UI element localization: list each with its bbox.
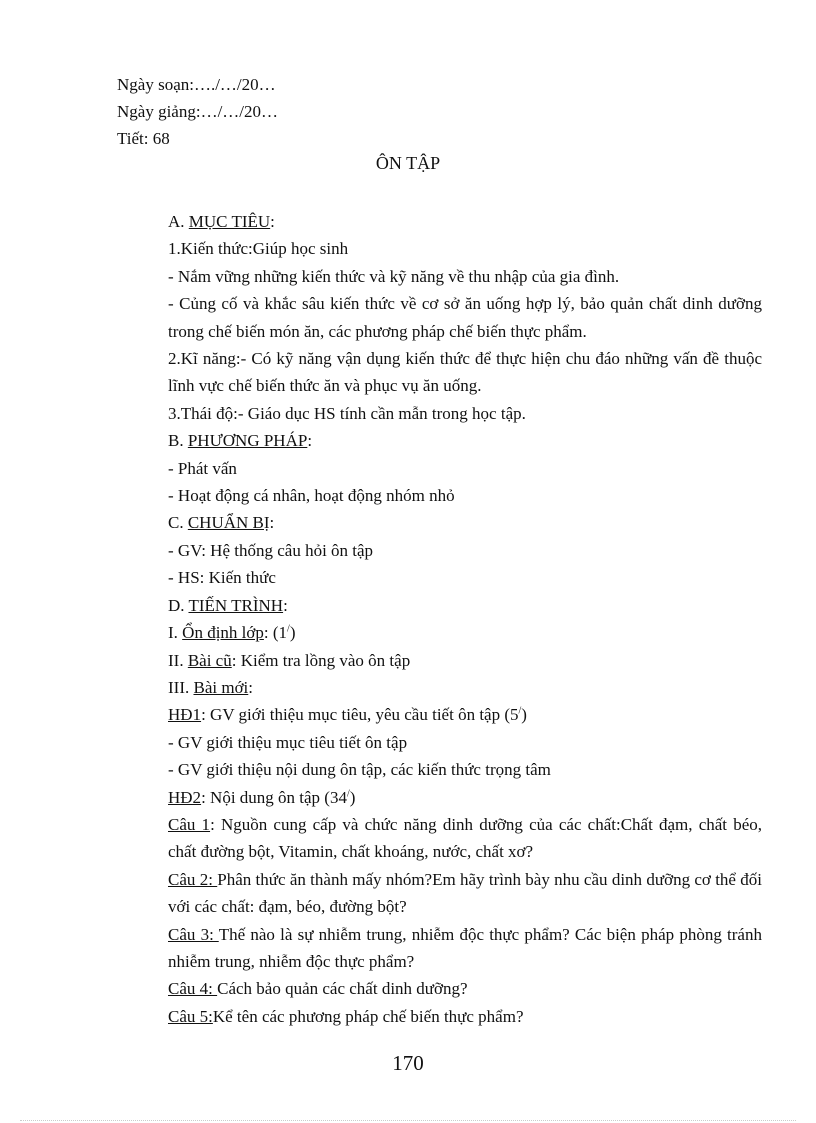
activity-1-heading: HĐ1: GV giới thiệu mục tiêu, yêu cầu tiết ôn tập (5/) <box>168 705 527 725</box>
section-b-heading: B. PHƯƠNG PHÁP: <box>168 431 313 451</box>
question-5: Câu 5:Kể tên các phương pháp chế biến thực phẩm? <box>168 1006 524 1026</box>
question-3: Câu 3: Thế nào là sự nhiễm trung, nhiễm độc thực phẩm? Các biện pháp phòng tránh nhiễm trung, nhiễm độc thực phẩm? <box>168 924 762 971</box>
attitude-item: 3.Thái độ:- Giáo dục HS tính cần mẫn trong học tập. <box>168 403 526 423</box>
method-item: - Phát vấn <box>168 458 237 478</box>
step-old-lesson: II. Bài cũ: Kiểm tra lồng vào ôn tập <box>168 650 411 670</box>
section-c-heading: C. CHUẨN BỊ: <box>168 513 275 533</box>
footer-divider <box>20 1120 796 1121</box>
activity-1-item: - GV giới thiệu nội dung ôn tập, các kiến thức trọng tâm <box>168 760 551 780</box>
skills-item: 2.Kĩ năng:- Có kỹ năng vận dụng kiến thức để thực hiện chu đáo những vấn đề thuộc lĩnh vực chế biến thức ăn và phục vụ ăn uống. <box>168 349 762 396</box>
activity-1-item: - GV giới thiệu mục tiêu tiết ôn tập <box>168 732 408 752</box>
page-title: ÔN TẬP <box>375 153 441 173</box>
activity-2-heading: HĐ2: Nội dung ôn tập (34/) <box>168 787 356 807</box>
preparation-item: - GV: Hệ thống câu hỏi ôn tập <box>168 540 374 560</box>
date-taught: Ngày giảng:…/…/20… <box>117 102 279 121</box>
knowledge-heading: 1.Kiến thức:Giúp học sinh <box>168 239 349 259</box>
page-number: 170 <box>392 1051 424 1075</box>
question-1: Câu 1: Nguồn cung cấp và chức năng dinh dưỡng của các chất:Chất đạm, chất béo, chất đường bột, Vitamin, chất khoáng, nước, chất xơ? <box>168 814 762 862</box>
question-4: Câu 4: Cách bảo quản các chất dinh dưỡng? <box>168 979 468 999</box>
knowledge-item: - Nắm vững những kiến thức và kỹ năng về thu nhập của gia đình. <box>168 266 620 286</box>
question-2: Câu 2: Phân thức ăn thành mấy nhóm?Em hãy trình bày nhu cầu dinh dưỡng cơ thể đối với các chất: đạm, béo, đường bột? <box>168 869 763 917</box>
lesson-content <box>168 208 762 1030</box>
method-item: - Hoạt động cá nhân, hoạt động nhóm nhỏ <box>168 486 455 506</box>
section-a-heading: A. MỤC TIÊU: <box>168 212 275 231</box>
lesson-number: Tiết: 68 <box>117 129 170 148</box>
step-new-lesson: III. Bài mới: <box>168 677 254 697</box>
section-d-heading: D. TIẾN TRÌNH: <box>168 595 288 615</box>
preparation-item: - HS: Kiến thức <box>168 568 276 588</box>
knowledge-item: - Củng cố và khắc sâu kiến thức về cơ sở ăn uống hợp lý, bảo quản chất dinh dưỡng trong chế biến món ăn, các phương pháp chế biến thực phẩm. <box>168 294 762 341</box>
date-prepared: Ngày soạn:…./…/20… <box>117 75 276 94</box>
step-class-stabilization: I. Ổn định lớp: (1/) <box>168 623 296 643</box>
